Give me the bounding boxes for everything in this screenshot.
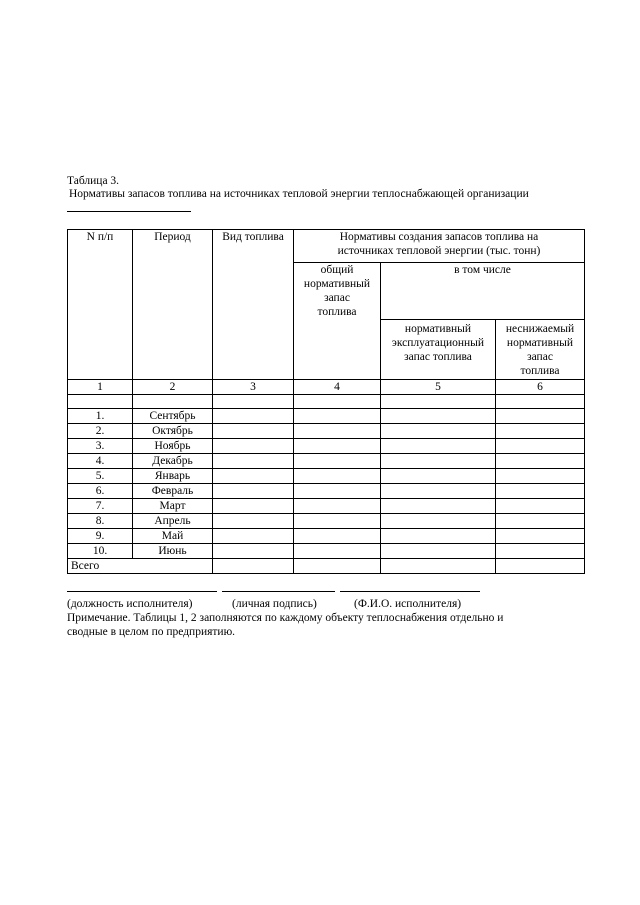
cell bbox=[381, 469, 496, 484]
cell bbox=[496, 559, 585, 574]
header-irreducible-line1: неснижаемый bbox=[505, 323, 575, 335]
table-row bbox=[68, 424, 585, 439]
header-period: Период bbox=[133, 230, 213, 380]
full-name-label: (Ф.И.О. исполнителя) bbox=[354, 598, 462, 610]
cell bbox=[294, 469, 381, 484]
row-period: Октябрь bbox=[133, 424, 213, 439]
header-irreducible-line2: нормативный bbox=[506, 337, 574, 349]
row-period: Ноябрь bbox=[133, 439, 213, 454]
cell bbox=[213, 514, 294, 529]
cell bbox=[496, 484, 585, 499]
note-line1: Примечание. Таблицы 1, 2 заполняются по каждому объекту теплоснабжения отдельно и bbox=[67, 612, 504, 624]
cell bbox=[213, 499, 294, 514]
table-row bbox=[68, 454, 585, 469]
row-number: 3. bbox=[68, 439, 133, 454]
header-fuel-type: Вид топлива bbox=[213, 230, 294, 380]
row-period: Июнь bbox=[133, 544, 213, 559]
cell bbox=[381, 529, 496, 544]
header-general-line1: общий bbox=[320, 264, 354, 276]
cell bbox=[213, 544, 294, 559]
row-number: 8. bbox=[68, 514, 133, 529]
column-number: 1 bbox=[68, 380, 133, 395]
row-number: 10. bbox=[68, 544, 133, 559]
table-number: Таблица 3. bbox=[67, 175, 120, 187]
table-row bbox=[68, 499, 585, 514]
header-general-line2: нормативный bbox=[303, 278, 371, 290]
cell bbox=[381, 499, 496, 514]
cell bbox=[381, 424, 496, 439]
row-number: 2. bbox=[68, 424, 133, 439]
table-row bbox=[68, 409, 585, 424]
cell bbox=[496, 439, 585, 454]
cell bbox=[496, 514, 585, 529]
cell bbox=[294, 514, 381, 529]
table-row bbox=[68, 544, 585, 559]
table-row bbox=[68, 514, 585, 529]
header-general-line3: запас bbox=[324, 292, 350, 304]
cell bbox=[381, 544, 496, 559]
cell bbox=[294, 559, 381, 574]
column-number: 4 bbox=[294, 380, 381, 395]
header-including: в том числе bbox=[381, 263, 585, 320]
row-number: 1. bbox=[68, 409, 133, 424]
row-period: Февраль bbox=[133, 484, 213, 499]
cell bbox=[294, 424, 381, 439]
cell bbox=[381, 514, 496, 529]
header-general-line4: топлива bbox=[317, 306, 357, 318]
organization-name-line bbox=[67, 211, 191, 212]
cell bbox=[496, 544, 585, 559]
signature-line bbox=[222, 591, 335, 592]
column-number: 5 bbox=[381, 380, 496, 395]
cell bbox=[381, 454, 496, 469]
header-irreducible-line4: топлива bbox=[520, 365, 560, 377]
table-row bbox=[68, 439, 585, 454]
row-period: Май bbox=[133, 529, 213, 544]
cell bbox=[294, 439, 381, 454]
cell bbox=[294, 409, 381, 424]
cell bbox=[213, 424, 294, 439]
cell bbox=[213, 484, 294, 499]
total-label: Всего bbox=[68, 559, 213, 574]
fuel-reserve-table bbox=[67, 229, 585, 574]
row-period: Апрель bbox=[133, 514, 213, 529]
signature-label: (личная подпись) bbox=[232, 598, 317, 610]
cell bbox=[496, 409, 585, 424]
cell bbox=[496, 454, 585, 469]
table-row bbox=[68, 484, 585, 499]
cell bbox=[294, 499, 381, 514]
table-title: Нормативы запасов топлива на источниках тепловой энергии теплоснабжающей организации bbox=[69, 188, 529, 200]
position-label: (должность исполнителя) bbox=[67, 598, 193, 610]
cell bbox=[496, 499, 585, 514]
note-line2: сводные в целом по предприятию. bbox=[67, 626, 236, 638]
cell bbox=[496, 424, 585, 439]
row-period: Март bbox=[133, 499, 213, 514]
cell bbox=[381, 439, 496, 454]
full-name-line bbox=[340, 591, 480, 592]
row-period: Декабрь bbox=[133, 454, 213, 469]
header-general-reserve bbox=[294, 263, 381, 380]
row-number: 5. bbox=[68, 469, 133, 484]
column-number: 3 bbox=[213, 380, 294, 395]
header-operational-line3: запас топлива bbox=[404, 351, 472, 363]
header-irreducible-line3: запас bbox=[527, 351, 553, 363]
header-irreducible-reserve bbox=[496, 320, 585, 380]
column-number: 2 bbox=[133, 380, 213, 395]
header-operational-line2: эксплуатационный bbox=[391, 337, 485, 349]
row-period: Январь bbox=[133, 469, 213, 484]
cell bbox=[294, 484, 381, 499]
table-row bbox=[68, 529, 585, 544]
cell bbox=[381, 409, 496, 424]
cell bbox=[213, 529, 294, 544]
header-operational-reserve bbox=[381, 320, 496, 380]
row-number: 4. bbox=[68, 454, 133, 469]
row-number: 7. bbox=[68, 499, 133, 514]
cell bbox=[381, 559, 496, 574]
cell bbox=[294, 529, 381, 544]
total-row bbox=[68, 559, 585, 574]
cell bbox=[213, 469, 294, 484]
cell bbox=[213, 409, 294, 424]
row-period: Сентябрь bbox=[133, 409, 213, 424]
cell bbox=[213, 454, 294, 469]
header-no: N п/п bbox=[68, 230, 133, 380]
table-row bbox=[68, 469, 585, 484]
row-number: 9. bbox=[68, 529, 133, 544]
cell bbox=[496, 469, 585, 484]
cell bbox=[213, 439, 294, 454]
header-norms-group: Нормативы создания запасов топлива на источниках тепловой энергии (тыс. тонн) bbox=[294, 230, 585, 263]
cell bbox=[213, 559, 294, 574]
cell bbox=[294, 454, 381, 469]
cell bbox=[496, 529, 585, 544]
position-line bbox=[67, 591, 217, 592]
spacer-row bbox=[68, 395, 585, 409]
row-number: 6. bbox=[68, 484, 133, 499]
cell bbox=[294, 544, 381, 559]
header-operational-line1: нормативный bbox=[404, 323, 472, 335]
column-number: 6 bbox=[496, 380, 585, 395]
cell bbox=[381, 484, 496, 499]
